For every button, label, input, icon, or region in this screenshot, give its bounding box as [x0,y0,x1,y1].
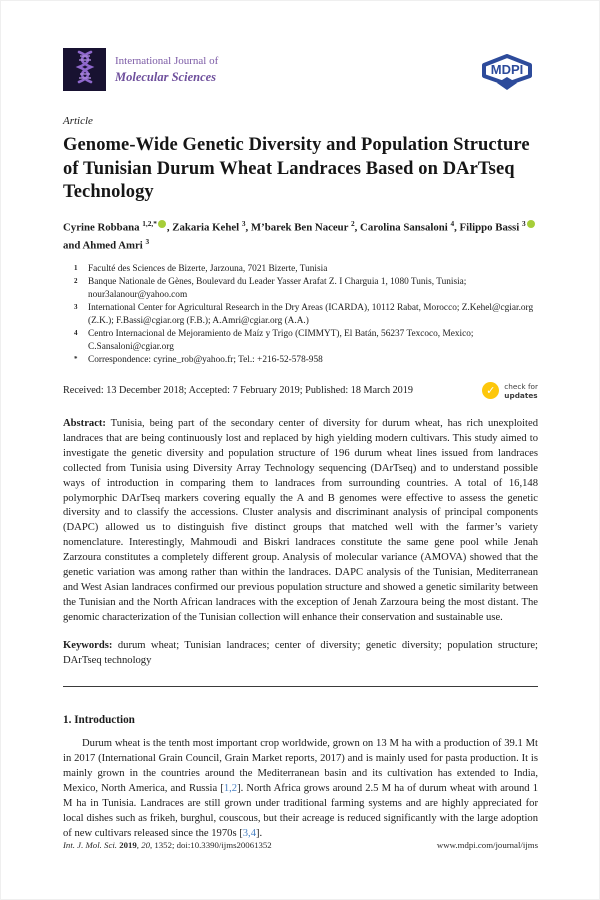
text-segment: ]. North Africa grows around 2.5 M ha of durum wheat with around 1 M ha in Tunisia. Landraces are still grown under traditional farming systems and are highly appreciated for local dishes such as frikeh, burghul, couscous, but their acreage is reduced significantly with the large adoption of new cultivars released since the 1970s [ [63,782,539,839]
check-for-updates-badge[interactable] [482,382,538,400]
journal-name [115,54,218,85]
text-segment: 3 [145,236,150,246]
keywords-paragraph [63,639,538,669]
abstract-label: Abstract: [63,417,106,429]
affiliation-row [63,354,538,367]
text-segment: , Carolina Sansaloni [354,221,451,234]
affiliation-marker: * [74,354,78,363]
text-segment: and Ahmed Amri [63,239,146,252]
affiliation-text: Correspondence: cyrine_rob@yahoo.fr; Tel.: +216-52-578-958 [88,354,323,365]
affiliation-marker: 2 [74,276,78,285]
citation-link[interactable]: 3,4 [242,827,256,839]
affiliation-text: Banque Nationale de Gènes, Boulevard du Leader Yasser Arafat Z. I Charguia 1, 1080 Tunis, Tunisia; nour3alanour@yahoo.com [88,276,467,300]
text-segment: 3 [241,219,246,229]
journal-name-line2: Molecular Sciences [115,69,217,84]
mdpi-label: MDPI [490,62,524,77]
dna-helix-icon [67,49,103,90]
text-segment: ]. [256,827,263,839]
page-footer [63,840,538,850]
keywords-label: Keywords: [63,639,113,651]
text-segment: , Zakaria Kehel [166,221,242,234]
text-segment: , [136,840,142,850]
dateline-row [63,382,538,400]
dateline: Received: 13 December 2018; Accepted: 7 February 2019; Published: 18 March 2019 [63,385,413,397]
text-segment: 4 [450,219,455,229]
journal-block [63,48,218,91]
affiliation-marker: 4 [74,328,78,337]
article-type-label: Article [63,115,93,127]
text-segment: Cyrine Robbana [63,221,143,234]
affiliation-row [63,302,538,328]
footer-journal-url[interactable]: www.mdpi.com/journal/ijms [436,840,538,850]
affiliation-text: Centro Internacional de Mejoramiento de Maíz y Trigo (CIMMYT), El Batán, 56237 Texcoco, Mexico; C.Sansaloni@cgiar.org [88,328,474,352]
affiliation-text: International Center for Agricultural Research in the Dry Areas (ICARDA), 10112 Rabat, Morocco; Z.Kehel@cgiar.org (Z.K.); F.Bassi@cgiar.org (F.B.); A.Amri@cgiar.org (A.A.) [88,302,534,326]
affiliation-list [63,263,538,367]
footer-citation [63,840,272,850]
author-line [63,218,538,254]
page-header [63,48,538,99]
section-divider [63,686,538,687]
text-segment: 1,2,* [142,219,157,229]
citation-link[interactable]: 1,2 [223,782,238,794]
affiliation-text: Faculté des Sciences de Bizerte, Jarzouna, 7021 Bizerte, Tunisia [88,263,328,274]
section-heading-introduction: 1. Introduction [63,713,135,726]
affiliation-marker: 3 [74,302,78,311]
text-segment: Durum wheat is the tenth most important crop worldwide, grown on 13 M ha with a production of 39.1 Mt in 2017 (International Grain Council, Grain Market reports, 2017) and is mainly used for pasta production. It is mainly grown in the countries around the Mediterranean basin and its cultivation has extended to India, Mexico, North America, and Russia [ [63,737,538,794]
affiliation-row [63,276,538,302]
introduction-paragraph [63,736,538,841]
affiliation-marker: 1 [74,263,78,272]
mdpi-logo[interactable] [476,52,538,99]
abstract-paragraph [63,417,538,626]
journal-name-line1: International Journal of [115,55,219,68]
affiliation-row [63,263,538,276]
text-segment: , M’barek Ben Naceur [245,221,351,234]
text-segment: , Filippo Bassi [454,221,522,234]
text-segment: Int. J. Mol. Sci. [63,840,120,850]
journal-logo [63,48,106,91]
text-segment: 2 [350,219,355,229]
text-segment: 2019 [119,840,137,850]
orcid-icon[interactable] [527,220,535,228]
checkmark-icon: ✓ [482,382,499,399]
paper-title: Genome-Wide Genetic Diversity and Population Structure of Tunisian Durum Wheat Landraces Based on DArTseq Technology [63,135,530,203]
abstract-text: Tunisia, being part of the secondary center of diversity for durum wheat, has rich unexploited landraces that are being continuously lost and replaced by high yielding modern cultivars. This study aimed to investigate the genetic diversity and population structure of 196 durum wheat lines issued from landraces collected from Tunisia using Diversity Array Technology sequencing (DArTseq) and to understand possible ways of introduction in comparing them to landraces from surrounding countries. A total of 16,148 polymorphic DArTseq markers covering equally the A and B genomes were effective to assess the genetic diversity and to classify the accessions. Cluster analysis and discriminant analysis of principal components (DAPC) allowed us to distinguish five distinct groups that matched well with the farmer’s variety nomenclature. Interestingly, Mahmoudi and Biskri landraces constitute the same gene pool while Jenah Zarzoura constitutes a completely different group. Analysis of molecular variance (AMOVA) showed that the genetic variation was among rather than within the landraces. DAPC analysis of the Tunisian, Mediterranean and West Asian landraces confirmed our previous population structure and showed a genetic similarity between the Tunisian and the North African landraces with the exception of Jenah Zarzoura being the most distant. The genomic characterization of the Tunisian collection will enhance their conservation and sustainable use. [63,417,538,623]
check-badge-text: check for updates [504,381,538,400]
text-segment: 20 [141,840,150,850]
keywords-text: durum wheat; Tunisian landraces; center of diversity; genetic diversity; population structure; DArTseq technology [63,639,538,666]
orcid-icon[interactable] [158,220,166,228]
text-segment: 3 [521,219,526,229]
text-segment: , 1352; doi:10.3390/ijms20061352 [149,840,272,850]
affiliation-row [63,328,538,354]
